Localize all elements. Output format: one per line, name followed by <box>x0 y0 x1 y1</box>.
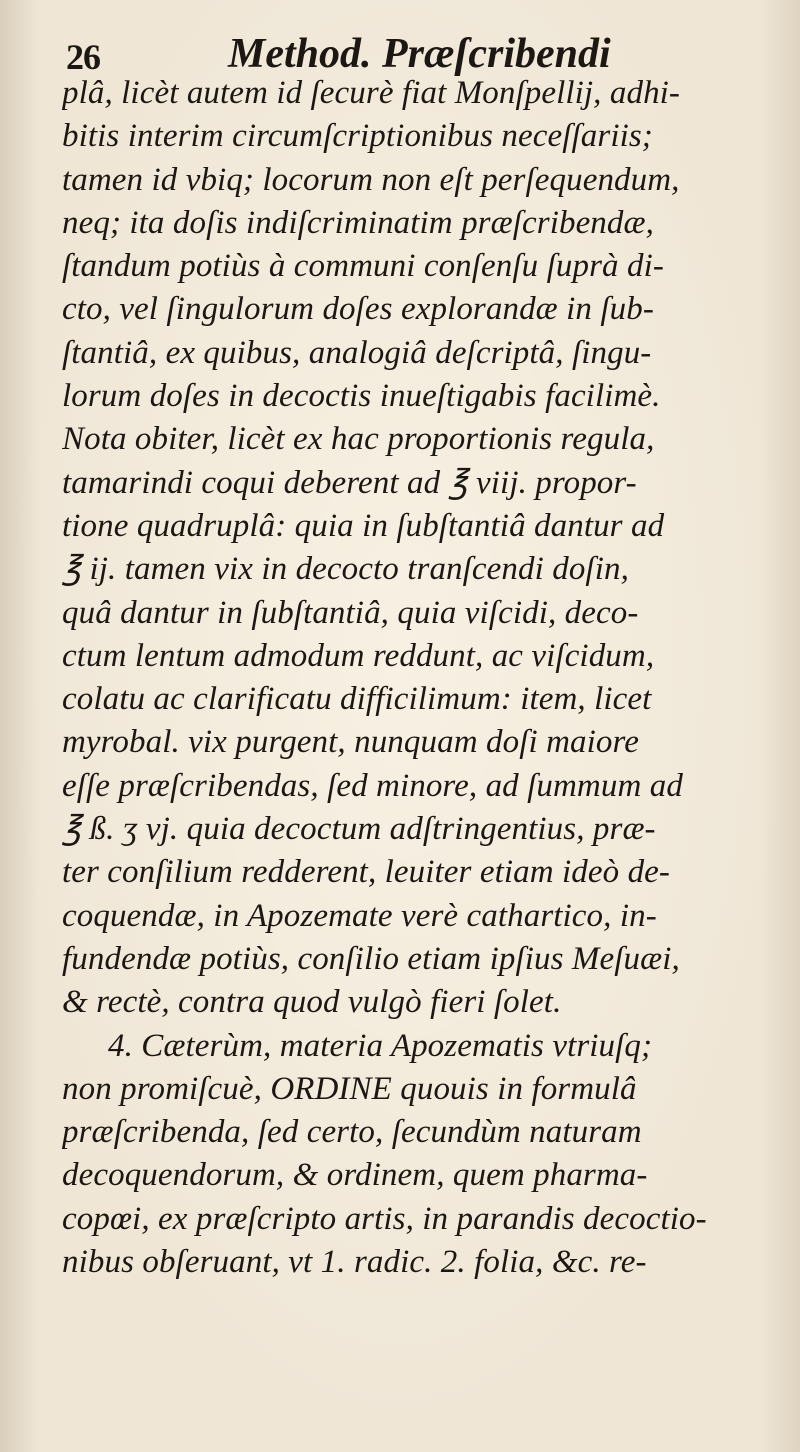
text-line: nibus obſeruant, vt 1. radic. 2. folia, &c. re- <box>62 1244 647 1281</box>
text-line: ctum lentum admodum reddunt, ac viſcidum, <box>62 637 655 674</box>
text-line: lorum doſes in decoctis inueſtigabis facilimè. <box>62 378 661 415</box>
text-line: fundendæ potiùs, conſilio etiam ipſius Meſuæi, <box>62 940 680 977</box>
text-line: cto, vel ſingulorum doſes explorandæ in ſub- <box>62 291 654 328</box>
body-text <box>62 72 792 1284</box>
running-title: Method. Præſcribendi <box>228 31 611 77</box>
paragraph-start-line: 4. Cæterùm, materia Apozematis vtriuſq; <box>108 1027 653 1064</box>
text-line: coquendæ, in Apozemate verè cathartico, in- <box>62 897 657 934</box>
text-line: ſtantiâ, ex quibus, analogiâ deſcriptâ, ſingu- <box>62 334 652 371</box>
text-line: eſſe præſcribendas, ſed minore, ad ſummum ad <box>62 767 683 804</box>
text-line: decoquendorum, & ordinem, quem pharma- <box>62 1157 648 1194</box>
text-line: neq; ita doſis indiſcriminatim præſcribendæ, <box>62 204 654 241</box>
text-line: ℥ ß. ʒ vj. quia decoctum adſtringentius, præ- <box>62 811 656 848</box>
text-line: tamarindi coqui deberent ad ℥ viij. propor- <box>62 464 637 501</box>
text-line: colatu ac clarificatu difficilimum: item, licet <box>62 681 652 718</box>
text-line: myrobal. vix purgent, nunquam doſi maiore <box>62 724 639 761</box>
text-line: non promiſcuè, ORDINE quouis in formulâ <box>62 1070 637 1107</box>
text-line: tione quadruplâ: quia in ſubſtantiâ dantur ad <box>62 507 665 544</box>
text-line: quâ dantur in ſubſtantiâ, quia viſcidi, deco- <box>62 594 639 631</box>
text-line: ℥ ij. tamen vix in decocto tranſcendi doſin, <box>62 551 629 588</box>
text-line: præſcribenda, ſed certo, ſecundùm naturam <box>62 1114 642 1151</box>
text-line: ter conſilium redderent, leuiter etiam ideò de- <box>62 854 671 891</box>
text-line: & rectè, contra quod vulgò fieri ſolet. <box>62 984 562 1021</box>
text-line: Nota obiter, licèt ex hac proportionis regula, <box>62 421 655 458</box>
text-line: plâ, licèt autem id ſecurè fiat Monſpellij, adhi- <box>62 75 681 111</box>
page-number: 26 <box>66 37 100 77</box>
text-line: bitis interim circumſcriptionibus neceſſariis; <box>62 118 653 155</box>
text-line: tamen id vbiq; locorum non eſt perſequendum, <box>62 161 680 198</box>
text-line: copœi, ex præſcripto artis, in parandis decoctio- <box>62 1200 707 1237</box>
text-line: ſtandum potiùs à communi conſenſu ſuprà di- <box>62 248 664 285</box>
